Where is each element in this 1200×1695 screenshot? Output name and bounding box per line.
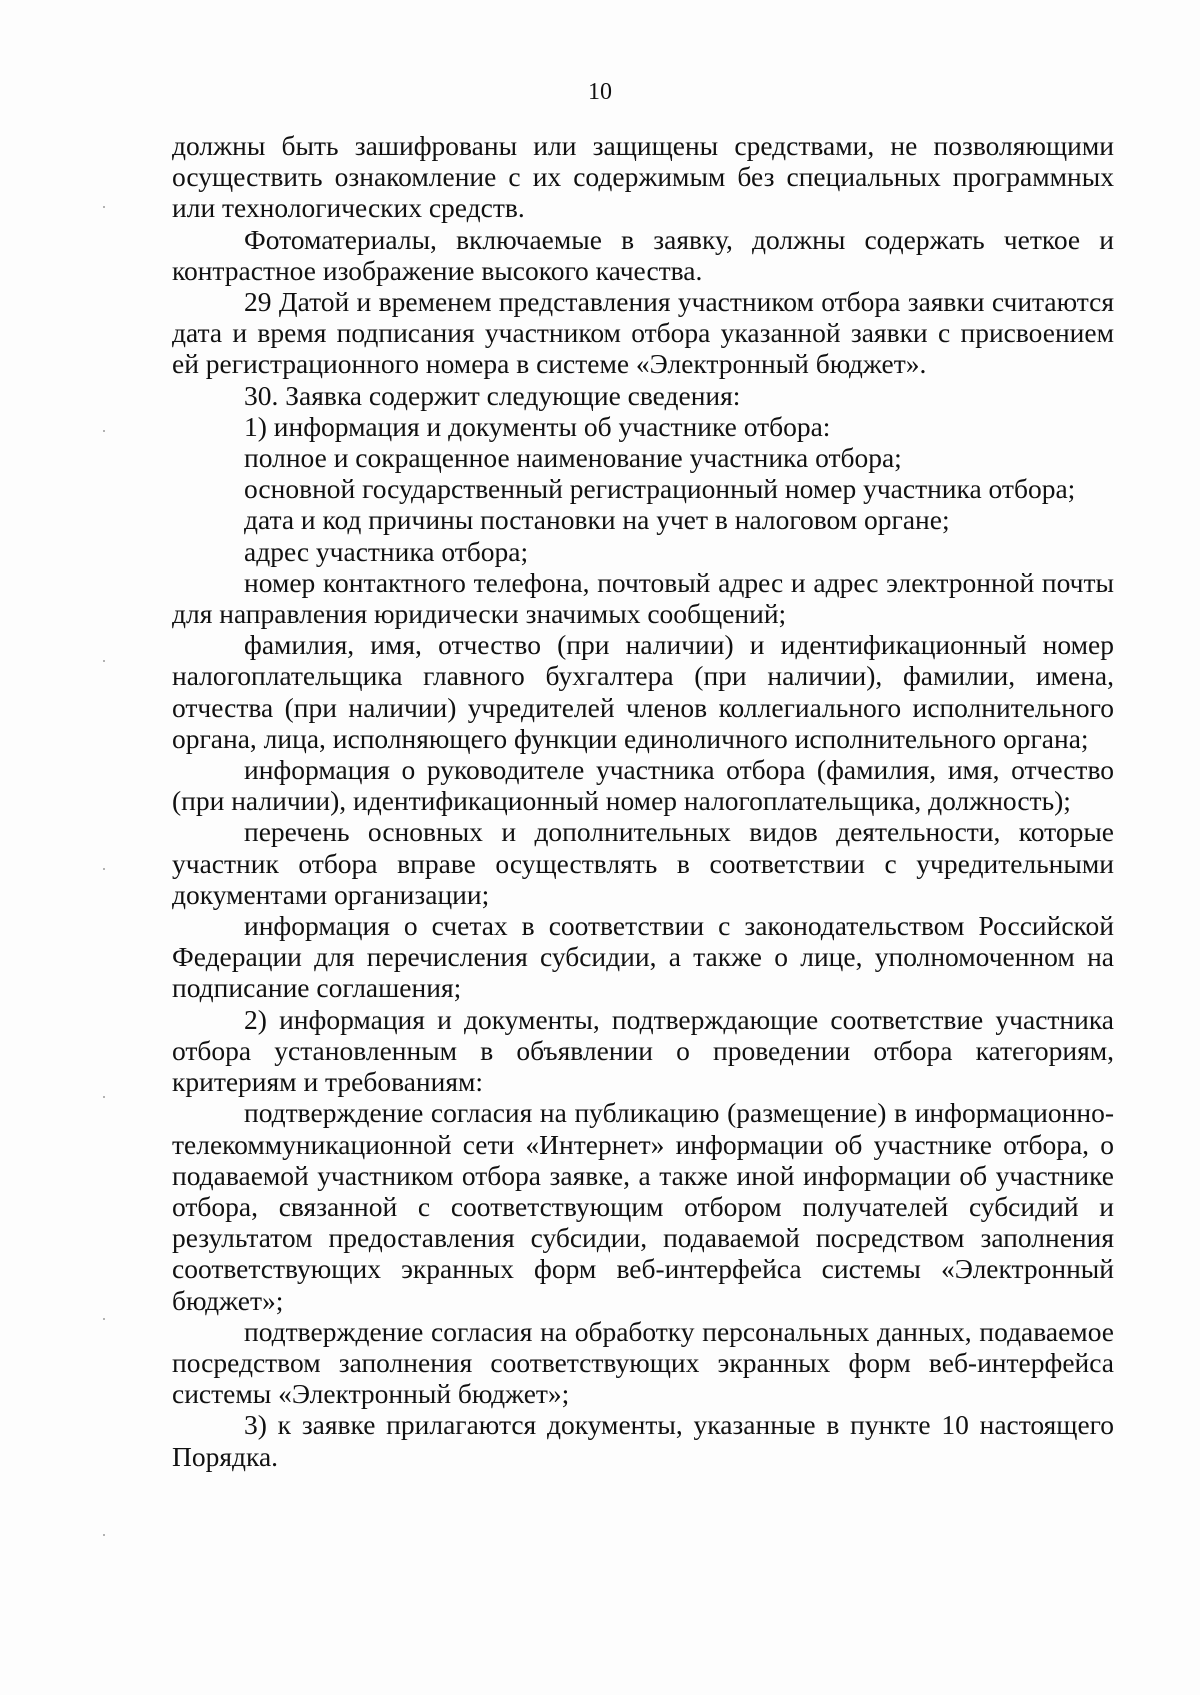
scan-dot [103, 1534, 105, 1536]
paragraph-publication-consent: подтверждение согласия на публикацию (размещение) в информационно-телекоммуникационной сети «Интернет» информации об участнике отбора, о подаваемой участником отбора заявке, а также иной информации об участнике отбора, связанной с соответствующим отбором получателей субсидий и результатом предоставления субсидии, подаваемой посредством заполнения соответствующих экранных форм веб-интерфейса системы «Электронный бюджет»; [172, 1097, 1114, 1316]
paragraph-director: информация о руководителе участника отбора (фамилия, имя, отчество (при наличии), идентификационный номер налогоплательщика, должность); [172, 754, 1114, 817]
paragraph-full-name: полное и сокращенное наименование участника отбора; [244, 442, 902, 474]
scan-dot [103, 660, 105, 662]
scan-dot [103, 1318, 105, 1320]
paragraph-subitem-2: 2) информация и документы, подтверждающие соответствие участника отбора установленным в объявлении о проведении отбора категориям, критериям и требованиям: [172, 1003, 1114, 1098]
scan-dot [103, 206, 105, 208]
paragraph-item-29: 29 Датой и временем представления участником отбора заявки считаются дата и время подписания участником отбора указанной заявки с присвоением ей регистрационного номера в системе «Электронный бюджет». [172, 286, 1114, 380]
paragraph-subitem-3: 3) к заявке прилагаются документы, указанные в пункте 10 настоящего Порядка. [172, 1409, 1114, 1472]
paragraph-tax-registration: дата и код причины постановки на учет в налоговом органе; [244, 504, 950, 536]
paragraph-accountant-founders: фамилия, имя, отчество (при наличии) и идентификационный номер налогоплательщика главного бухгалтера (при наличии), фамилии, имена, отчества (при наличии) учредителей членов коллегиального исполнительного органа, лица, исполняющего функции единоличного исполнительного органа; [172, 629, 1114, 754]
paragraph-accounts: информация о счетах в соответствии с законодательством Российской Федерации для перечисления субсидии, а также о лице, уполномоченном на подписание соглашения; [172, 910, 1114, 1004]
scan-dot [103, 1096, 105, 1098]
paragraph-personal-data-consent: подтверждение согласия на обработку персональных данных, подаваемое посредством заполнения соответствующих экранных форм веб-интерфейса системы «Электронный бюджет»; [172, 1315, 1114, 1410]
paragraph-item-30: 30. Заявка содержит следующие сведения: [244, 379, 741, 411]
paragraph-subitem-1: 1) информация и документы об участнике отбора: [244, 410, 831, 442]
paragraph-activities: перечень основных и дополнительных видов деятельности, которые участник отбора вправе осуществлять в соответствии с учредительными документами организации; [172, 816, 1114, 910]
paragraph-continuation: должны быть зашифрованы или защищены средствами, не позволяющими осуществить ознакомление с их содержимым без специальных программных или технологических средств. [172, 130, 1114, 224]
scan-dot [103, 430, 105, 432]
page-number: 10 [588, 79, 612, 105]
scan-dot [103, 868, 105, 870]
paragraph-contacts: номер контактного телефона, почтовый адрес и адрес электронной почты для направления юридически значимых сообщений; [172, 566, 1114, 630]
paragraph-ogrn: основной государственный регистрационный номер участника отбора; [244, 473, 1076, 505]
paragraph-photo-materials: Фотоматериалы, включаемые в заявку, должны содержать четкое и контрастное изображение высокого качества. [172, 223, 1114, 286]
document-body [172, 130, 1114, 1472]
paragraph-address: адрес участника отбора; [244, 535, 529, 567]
